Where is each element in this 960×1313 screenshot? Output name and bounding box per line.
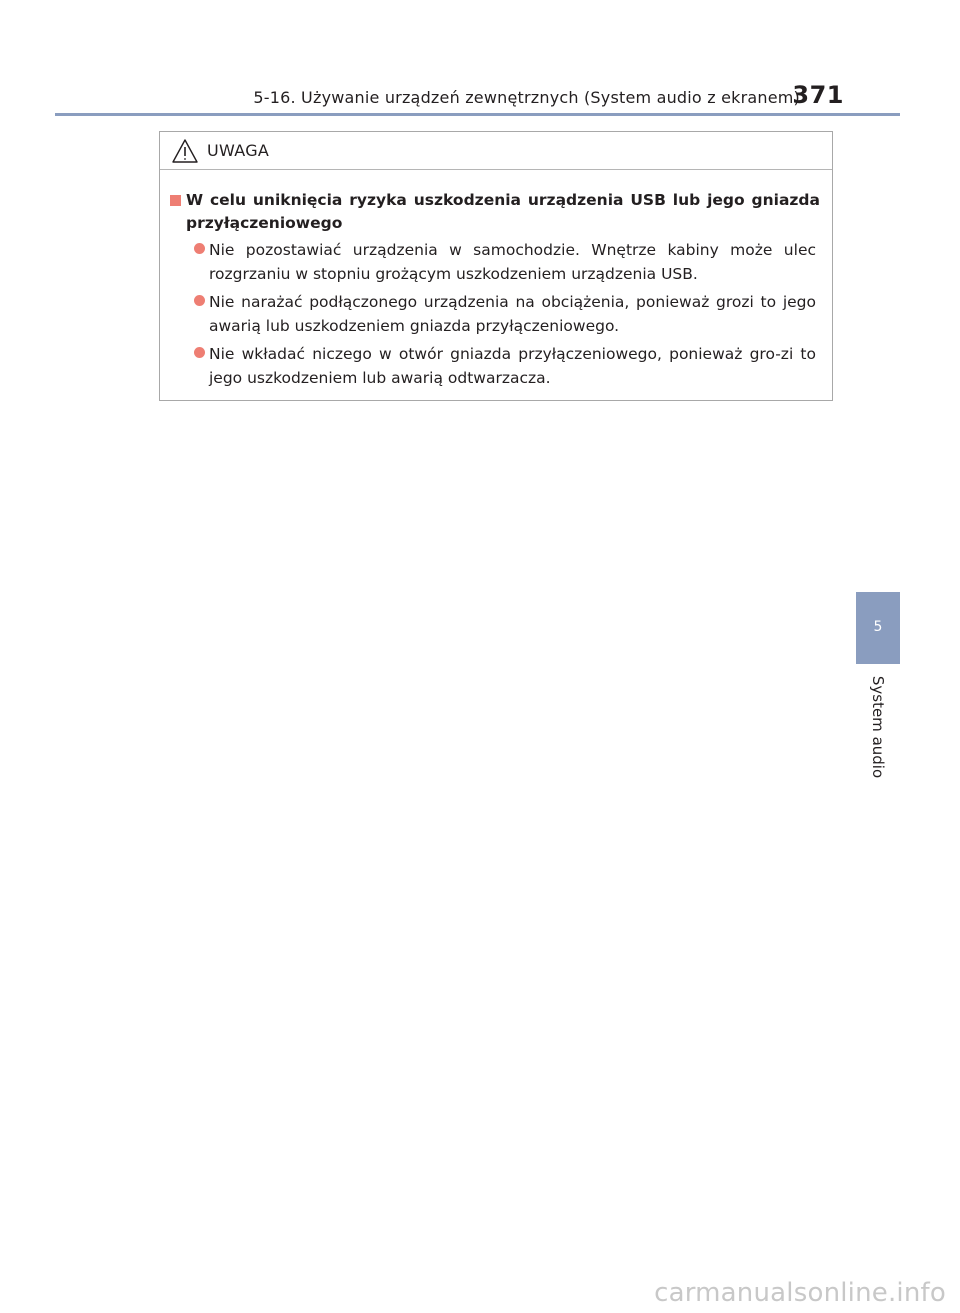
- warning-heading-text: W celu uniknięcia ryzyka uszkodzenia urządzenia USB lub jego gniazda przyłączeniowego: [186, 191, 820, 232]
- list-item-text: Nie pozostawiać urządzenia w samochodzie. Wnętrze kabiny może ulec rozgrzaniu w stopniu grożącym uszkodzeniem urządzenia USB.: [209, 241, 816, 283]
- warning-box: [159, 131, 833, 401]
- page-header: [55, 78, 900, 116]
- chapter-number: 5: [873, 619, 883, 635]
- list-item-text: Nie narażać podłączonego urządzenia na obciążenia, ponieważ grozi to jego awarią lub uszkodzeniem gniazda przyłączeniowego.: [209, 293, 816, 335]
- chapter-label: System audio: [869, 675, 887, 778]
- bullet-dot-icon: [194, 347, 205, 358]
- bullet-dot-icon: [194, 295, 205, 306]
- bullet-dot-icon: [194, 243, 205, 254]
- warning-header: [160, 132, 832, 170]
- square-bullet-icon: [170, 195, 181, 206]
- header-divider: [55, 113, 900, 116]
- list-item-text: Nie wkładać niczego w otwór gniazda przyłączeniowego, ponieważ gro-zi to jego uszkodzeniem lub awarią odtwarzacza.: [209, 345, 816, 387]
- page-number: 371: [792, 81, 844, 109]
- warning-heading: [170, 189, 820, 235]
- list-item: [194, 290, 816, 338]
- watermark: carmanualsonline.info: [654, 1278, 946, 1308]
- warning-label: UWAGA: [207, 141, 270, 160]
- chapter-tab: [856, 592, 900, 664]
- chapter-label-container: [856, 664, 900, 789]
- list-item: [194, 342, 816, 390]
- list-item: [194, 238, 816, 286]
- warning-triangle-icon: [171, 138, 199, 164]
- section-title: 5-16. Używanie urządzeń zewnętrznych (System audio z ekranem): [253, 88, 800, 107]
